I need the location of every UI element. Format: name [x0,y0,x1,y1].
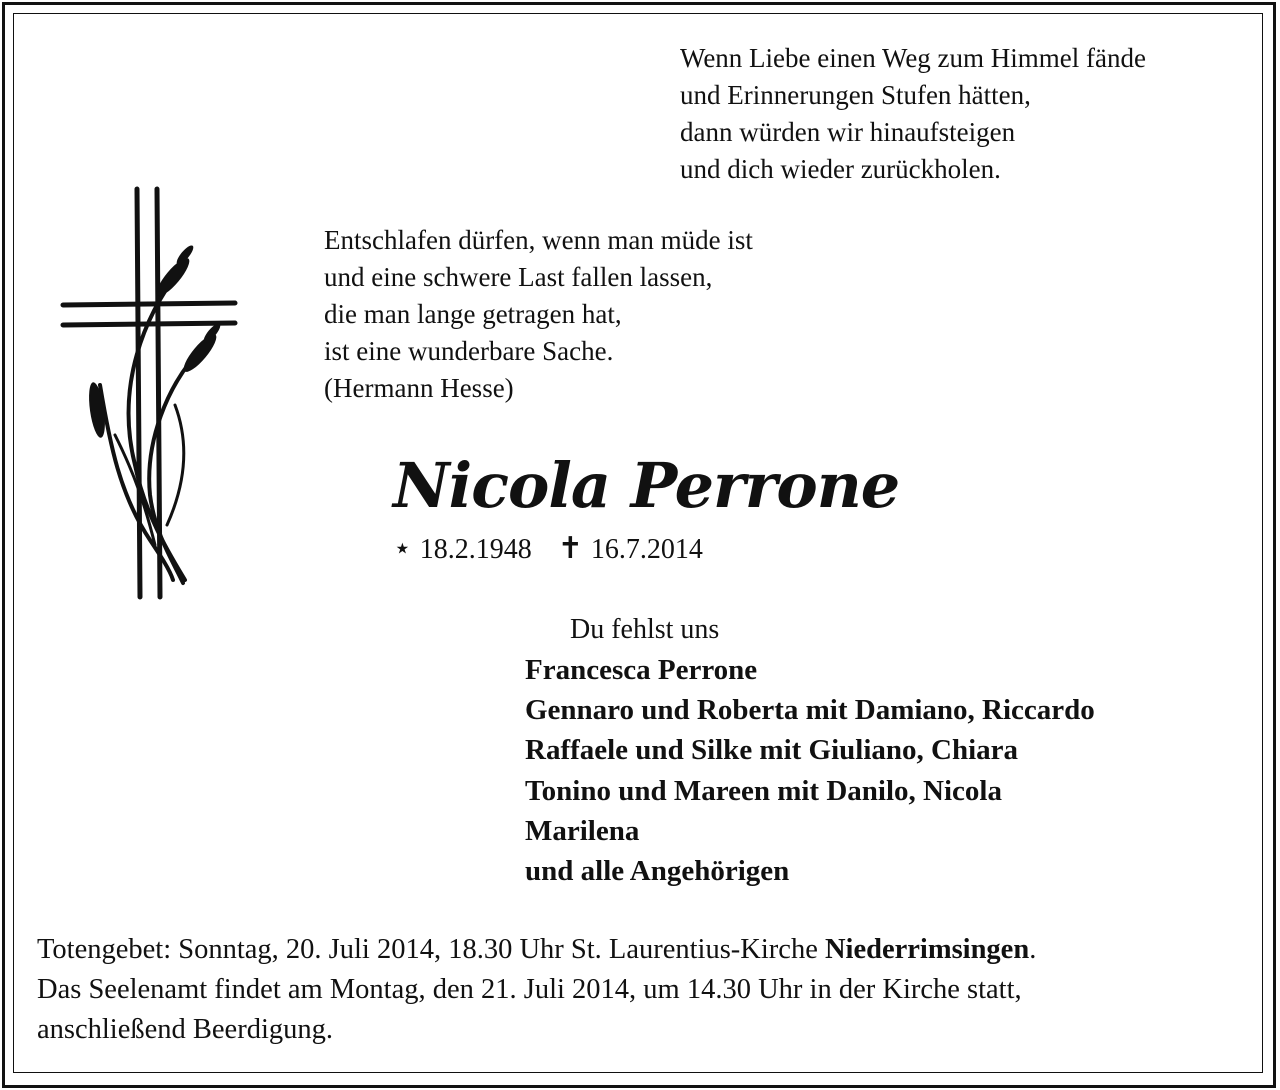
poem-line: dann würden wir hinaufsteigen [680,117,1016,147]
mourner-line: Tonino und Mareen mit Danilo, Nicola [525,774,1002,807]
poem-line: die man lange getragen hat, [324,299,622,329]
church-location: Niederrimsingen [824,934,1030,965]
birth-date: 18.2.1948 [419,534,532,565]
poem-line: Wenn Liebe einen Weg zum Himmel fände [680,43,1146,73]
mourner-line: und alle Angehörigen [525,855,790,888]
poem-attribution: (Hermann Hesse) [324,373,514,403]
prayer-service-line: Totengebet: Sonntag, 20. Juli 2014, 18.30 Uhr St. Laurentius-Kirche Niederrimsingen. [37,934,1037,965]
poem-line: Entschlafen dürfen, wenn man müde ist [324,225,753,255]
mourner-line: Gennaro und Roberta mit Damiano, Riccardo [525,694,1095,727]
life-dates [393,530,703,569]
birth-star-icon: ⋆ [393,532,412,565]
mourner-line: Marilena [525,814,640,847]
poem-line: und Erinnerungen Stufen hätten, [680,80,1031,110]
poem-line: und dich wieder zurückholen. [680,154,1001,184]
mourner-line: Francesca Perrone [525,654,758,686]
death-date: 16.7.2014 [590,534,703,565]
funeral-notice [37,930,1036,1050]
requiem-line: Das Seelenamt findet am Montag, den 21. Juli 2014, um 14.30 Uhr in der Kirche statt, [37,974,1022,1005]
mourner-line: Raffaele und Silke mit Giuliano, Chiara [525,734,1019,767]
poem-love-to-heaven [680,40,1146,188]
poem-line: und eine schwere Last fallen lassen, [324,262,713,292]
mourning-intro: Du fehlst uns [570,614,720,645]
poem-hermann-hesse [324,222,753,407]
death-cross-icon: ✝ [557,532,583,565]
cross-with-wheat-icon [55,185,245,605]
mourners-list [525,650,1095,891]
deceased-name: Nicola Perrone [393,449,900,522]
poem-line: ist eine wunderbare Sache. [324,336,614,366]
burial-line: anschließend Beerdigung. [37,1014,333,1045]
